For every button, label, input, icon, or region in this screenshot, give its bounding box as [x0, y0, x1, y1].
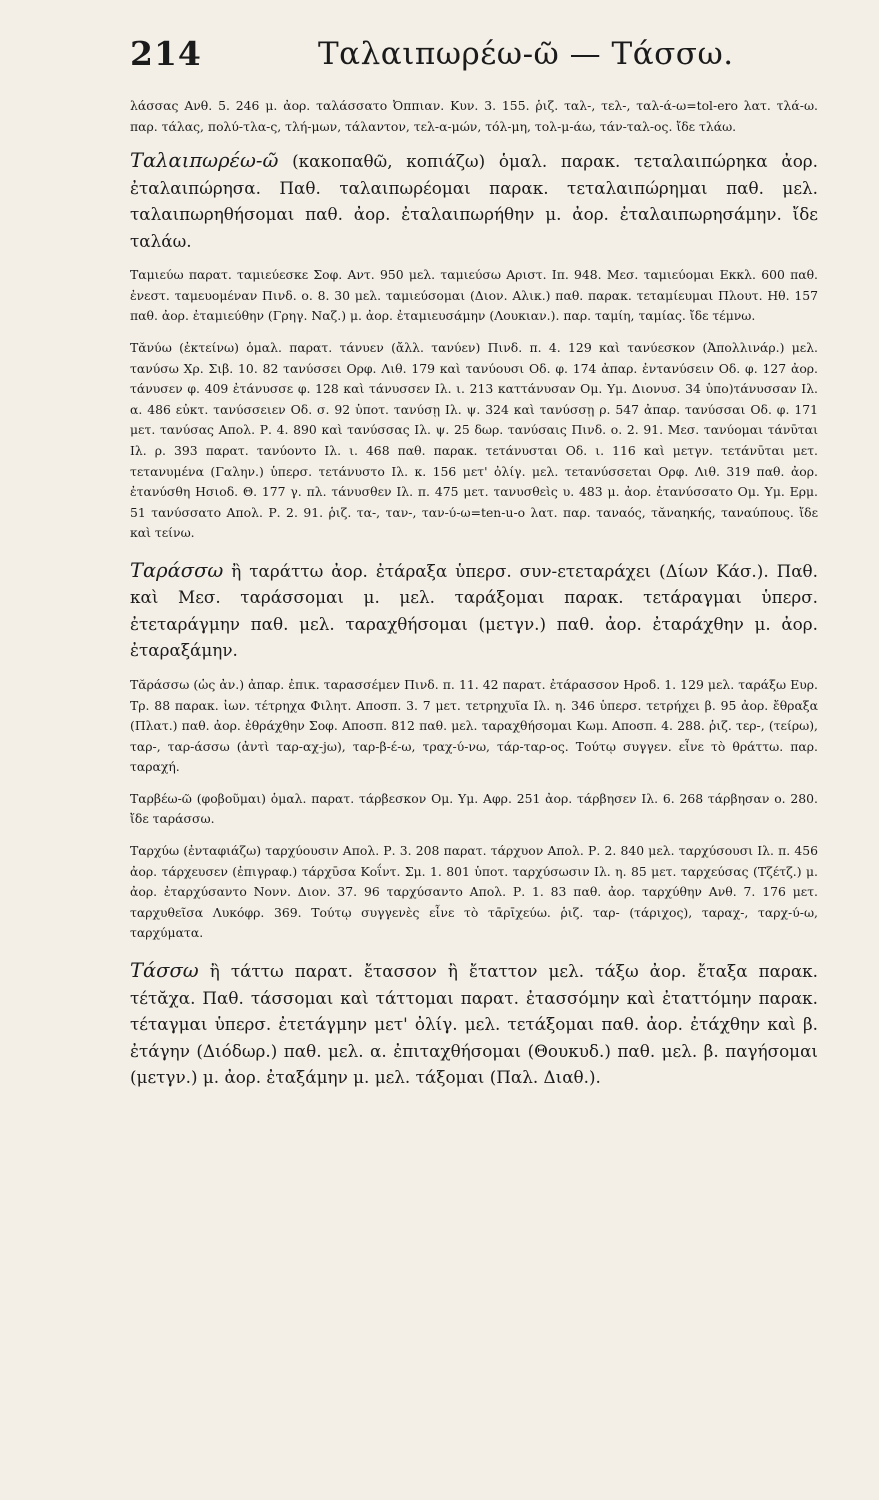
entry-text: ἢ τάττω παρατ. ἔτασσον ἢ ἔταττον μελ. τάξω ἀορ. ἔταξα παρακ. τέτᾰχα. Παθ. τάσσομαι καὶ τάττομαι παρατ. ἐτασσόμην καὶ ἐταττόμην παρακ. τέταγμαι ὑπερσ. ἐτετάγμην μετ' ὀλίγ. μελ. τετάξομαι παθ. ἀορ. ἐτάχθην καὶ β. ἐτάγην (Διόδωρ.) παθ. μελ. α. ἐπιταχθήσομαι (Θουκυδ.) παθ. μελ. β. παγήσομαι (μετγν.) μ. ἀορ. ἐταξάμην μ. μελ. τάξομαι (Παλ. Διαθ.). — [130, 961, 818, 1088]
entry-talao-continuation — [130, 96, 818, 137]
headword: Ταράσσω — [130, 558, 224, 582]
page-header — [0, 34, 879, 94]
headword: Ταλαιπωρέω-ῶ — [130, 149, 279, 173]
running-title: Ταλαιπωρέω-ῶ — Τάσσω. — [318, 36, 734, 72]
headword: Τάσσω — [130, 959, 199, 983]
entry-text: Ταρχύω (ἐνταφιάζω) ταρχύουσιν Απολ. Ρ. 3. 208 παρατ. τάρχυον Απολ. Ρ. 2. 840 μελ. ταρχύσουσι Ιλ. π. 456 ἀορ. τάρχευσεν (ἐπιγραφ.) τάρχῡσα Κοΐντ. Σμ. 1. 801 ὑποτ. ταρχύσωσιν Ιλ. η. 85 μετ. ταρχεύσας (Τζέτζ.) μ. ἀορ. ἐταρχύσαντο Νονν. Διον. 37. 96 ταρχύσαντο Απολ. Ρ. 1. 83 παθ. ἀορ. ταρχύθην Ανθ. 7. 176 μετ. ταρχυθεῖσα Λυκόφρ. 369. Τούτῳ συγγενὲς εἶνε τὸ τᾱρῑχεύω. ῥιζ. ταρ- (τάριχος), ταραχ-, ταρχ-ύ-ω, ταρχύματα. — [130, 843, 818, 941]
entry-tanyo — [130, 338, 818, 544]
entry-tarasso — [130, 558, 818, 664]
page-body — [130, 96, 818, 1091]
entry-text: ἢ ταράττω ἀορ. ἐτάραξα ὑπερσ. συν-ετεταράχει (Δίων Κάσ.). Παθ. καὶ Μεσ. ταράσσομαι μ. μελ. ταράξομαι παρακ. τετάραγμαι ὑπερσ. ἐτεταράγμην παθ. μελ. ταραχθήσομαι (μετγν.) παθ. ἀορ. ἐταράχθην μ. ἀορ. ἐταραξάμην. — [130, 560, 818, 661]
entry-text: (κακοπαθῶ, κοπιάζω) ὁμαλ. παρακ. τεταλαιπώρηκα ἀορ. ἐταλαιπώρησα. Παθ. ταλαιπωρέομαι παρακ. τεταλαιπώρημαι παθ. μελ. ταλαιπωρηθήσομαι παθ. ἀορ. ἐταλαιπωρήθην μ. ἀορ. ἐταλαιπωρησάμην. ἴδε ταλάω. — [130, 151, 818, 251]
entry-tarasso-detail — [130, 675, 818, 778]
entry-text: Τᾰράσσω (ὡς ἀν.) ἀπαρ. ἐπικ. ταρασσέμεν Πινδ. π. 11. 42 παρατ. ἐτάρασσον Ηροδ. 1. 129 μελ. ταράξω Ευρ. Τρ. 88 παρακ. ἰων. τέτρηχα Φιλητ. Αποσπ. 3. 7 μετ. τετρηχυῖα Ιλ. η. 346 ὑπερσ. τετρήχει β. 95 ἀορ. ἔθραξα (Πλατ.) παθ. ἀορ. ἐθράχθην Σοφ. Αποσπ. 812 παθ. μελ. ταραχθήσομαι Κωμ. Αποσπ. 4. 288. ῥιζ. τερ-, (τείρω), ταρ-, ταρ-άσσω (ἀντὶ ταρ-αχ-jω), ταρ-β-έ-ω, τραχ-ύ-νω, τάρ-ταρ-ος. Τούτῳ συγγεν. εἶνε τὸ θράττω. παρ. ταραχή. — [130, 676, 818, 775]
entry-text: Ταρβέω-ῶ (φοβοῦμαι) ὁμαλ. παρατ. τάρβεσκον Ομ. Υμ. Αφρ. 251 ἀορ. τάρβησεν Ιλ. 6. 268 τάρβησαν ο. 280. ἴδε ταράσσω. — [130, 790, 818, 827]
entry-text: Ταμιεύω παρατ. ταμιεύεσκε Σοφ. Αντ. 950 μελ. ταμιεύσω Αριστ. Ιπ. 948. Μεσ. ταμιεύομαι Εκκλ. 600 παθ. ἐνεστ. ταμευομέναν Πινδ. ο. 8. 30 μελ. ταμιεύσομαι (Διον. Αλικ.) παθ. παρακ. τεταμίευμαι Πλουτ. Ηθ. 157 παθ. ἀορ. ἐταμιεύθην (Γρηγ. Ναζ.) μ. ἀορ. ἐταμιευσάμην (Λουκιαν.). παρ. ταμίη, ταμίας. ἴδε τέμνω. — [130, 267, 818, 324]
entry-tasso — [130, 958, 818, 1091]
page-number: 214 — [130, 34, 202, 73]
entry-tarbeo — [130, 789, 818, 830]
entry-tarchyo — [130, 841, 818, 944]
entry-text: λάσσας Ανθ. 5. 246 μ. ἀορ. ταλάσσατο Ὀππιαν. Κυν. 3. 155. ῥιζ. ταλ-, τελ-, ταλ-ά-ω=tol-ero λατ. τλά-ω. παρ. τάλας, πολύ-τλα-ς, τλή-μων, τάλαντον, τελ-α-μών, τόλ-μη, τολ-μ-άω, τάν-ταλ-ος. ἴδε τλάω. — [130, 98, 818, 134]
entry-tamieuo — [130, 265, 818, 327]
entry-talaiporeo — [130, 148, 818, 254]
entry-text: Τᾰνύω (ἐκτείνω) ὁμαλ. παρατ. τάνυεν (ἄλλ. τανύεν) Πινδ. π. 4. 129 καὶ τανύεσκον (Ἀπολλινάρ.) μελ. τανύσω Χρ. Σιβ. 10. 82 τανύσσει Ορφ. Λιθ. 179 καὶ τανύουσι Οδ. φ. 174 ἀπαρ. ἐντανύσειν Οδ. φ. 127 ἀορ. τάνυσεν φ. 409 ἐτάνυσσε φ. 128 καὶ τάνυσσεν Ιλ. ι. 213 καττάνυσαν Ομ. Υμ. Διονυσ. 34 ὑπο)τάνυσσαν Ιλ. α. 486 εὐκτ. τανύσσειεν Οδ. σ. 92 ὑποτ. τανύσῃ Ιλ. ψ. 324 καὶ τανύσσῃ ρ. 547 ἀπαρ. τανύσσαι Οδ. φ. 171 μετ. τανύσας Απολ. Ρ. 4. 890 καὶ τανύσσας Ιλ. ψ. 25 δωρ. τανύσαις Πινδ. ο. 2. 91. Μεσ. τανύομαι τάνῡται Ιλ. ρ. 393 παρατ. τανύοντο Ιλ. ι. 468 παθ. παρακ. τετάνυσται Οδ. ι. 116 καὶ μετγν. τετάνῡται μετ. τετανυμένα (Γαλην.) ὑπερσ. τετάνυστο Ιλ. κ. 156 μετ' ὀλίγ. μελ. τετανύσσεται Ορφ. Λιθ. 319 παθ. ἀορ. ἐτανύσθη Ησιοδ. Θ. 177 γ. πλ. τάνυσθεν Ιλ. π. 475 μετ. τανυσθεὶς υ. 483 μ. ἀορ. ἐτανύσσατο Ομ. Υμ. Ερμ. 51 τανύσσατο Απολ. Ρ. 2. 91. ῥιζ. τα-, ταν-, ταν-ύ-ω=ten-u-o λατ. παρ. ταναός, τᾰναηκής, ταναύπους. ἴδε καὶ τείνω. — [130, 339, 818, 541]
